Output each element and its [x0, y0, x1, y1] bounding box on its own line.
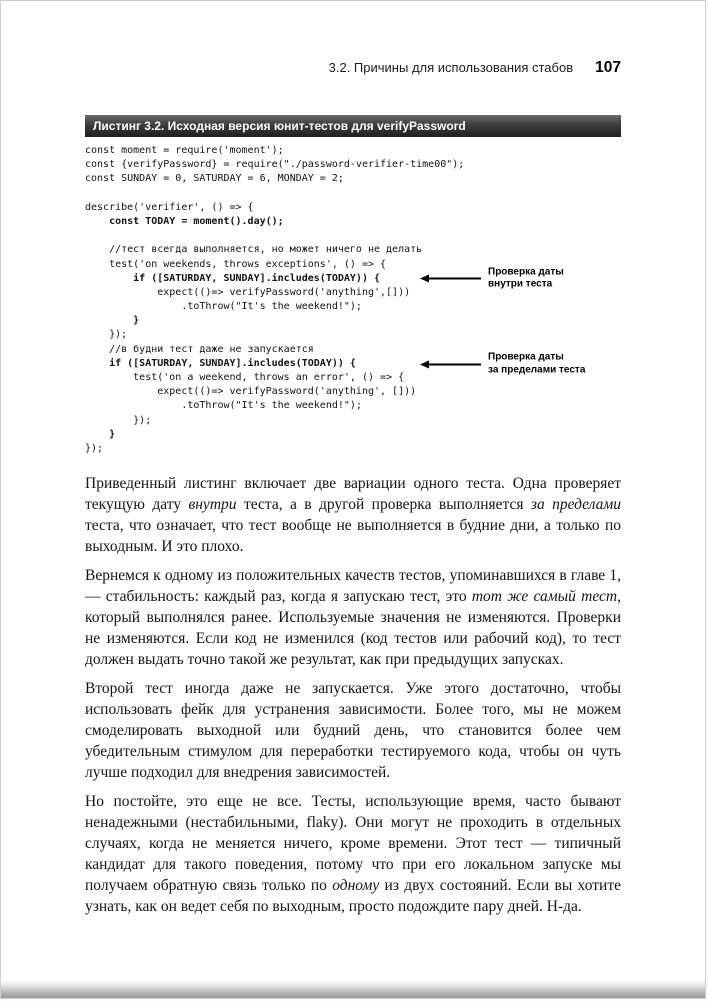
code-line: test('on weekends, throws exceptions', () => {	[85, 258, 387, 270]
code-line: const SUNDAY = 0, SATURDAY = 6, MONDAY = 2;	[85, 173, 344, 185]
code-line: //в будни тест даже не запускается	[85, 343, 314, 355]
code-line: .toThrow("It's the weekend!");	[85, 400, 362, 412]
code-block	[85, 144, 621, 456]
left-arrow-icon	[420, 275, 481, 283]
code-annotation	[420, 352, 585, 377]
code-line: describe('verifier', () => {	[85, 201, 254, 213]
code-line: const {verifyPassword} = require("./password-verifier-time00");	[85, 159, 465, 171]
code-line	[85, 229, 621, 243]
body-text	[85, 473, 621, 917]
code-annotation	[420, 266, 564, 291]
paragraph: Приведенный листинг включает две вариации одного теста. Одна проверяет текущую дату внутри теста, а в другой проверка выполняется за пределами теста, что означает, что тест вообще не выполняется в будние дни, а только по выходным. И это плохо.	[85, 475, 621, 556]
paragraph: Вернемся к одному из положительных качеств тестов, упоминавшихся в главе 1, — стабильность: каждый раз, когда я запускаю тест, это тот же самый тест, который выполнялся ранее. Используемые значения не изменяются. Проверки не изменяются. Если код не изменился (код тестов или рабочий код), то тест должен выдать точно такой же результат, как при предыдущих запусках.	[85, 567, 621, 669]
listing-title-bar	[85, 115, 621, 137]
code-line: .toThrow("It's the weekend!");	[85, 301, 362, 313]
annotation-label: Проверка даты за пределами теста	[488, 351, 586, 376]
code-line: if ([SATURDAY, SUNDAY].includes(TODAY)) {	[85, 357, 356, 369]
code-line: }	[85, 315, 140, 327]
code-line: expect(()=> verifyPassword('anything',[]))	[85, 286, 411, 298]
code-line: });	[85, 414, 152, 426]
paragraph: Второй тест иногда даже не запускается. Уже этого достаточно, чтобы использовать фейк для устранения зависимости. Более того, мы не можем смоделировать выходной или будний день, что становится более чем убедительным стимулом для переработки тестируемого кода, чтобы он чуть лучше подходил для внедрения зависимостей.	[85, 680, 621, 782]
left-arrow-icon	[420, 360, 481, 368]
listing-title: Листинг 3.2. Исходная версия юнит-тестов для verifyPassword	[93, 119, 466, 133]
running-title: 3.2. Причины для использования стабов	[328, 60, 574, 75]
page-number: 107	[595, 59, 621, 76]
code-line: test('on a weekend, throws an error', () => {	[85, 372, 405, 383]
annotation-label: Проверка даты внутри теста	[488, 266, 564, 290]
code-line: const moment = require('moment');	[85, 145, 284, 156]
code-listing	[85, 137, 621, 456]
code-line: });	[85, 329, 128, 341]
code-line: expect(()=> verifyPassword('anything', []))	[85, 386, 417, 398]
code-line: if ([SATURDAY, SUNDAY].includes(TODAY)) {	[85, 272, 381, 284]
code-line: const TODAY = moment().day();	[85, 215, 284, 227]
code-line	[85, 187, 621, 201]
code-line: });	[85, 442, 104, 454]
code-line: }	[85, 428, 116, 440]
page-header	[85, 59, 621, 77]
page-edge-shadow	[1, 980, 705, 998]
code-line: //тест всегда выполняется, но может ничего не делать	[85, 244, 423, 256]
paragraph: Но постойте, это еще не все. Тесты, использующие время, часто бывают ненадежными (нестабильными, flaky). Они могут не проходить в отдельных случаях, когда не меняется ничего, кроме времени. Этот тест — типичный кандидат для такого поведения, потому что при его локальном запуске мы получаем обратную связь только по одному из двух состояний. Если вы хотите узнать, как он ведет себя по выходным, просто подождите пару дней. Н-да.	[85, 793, 621, 916]
